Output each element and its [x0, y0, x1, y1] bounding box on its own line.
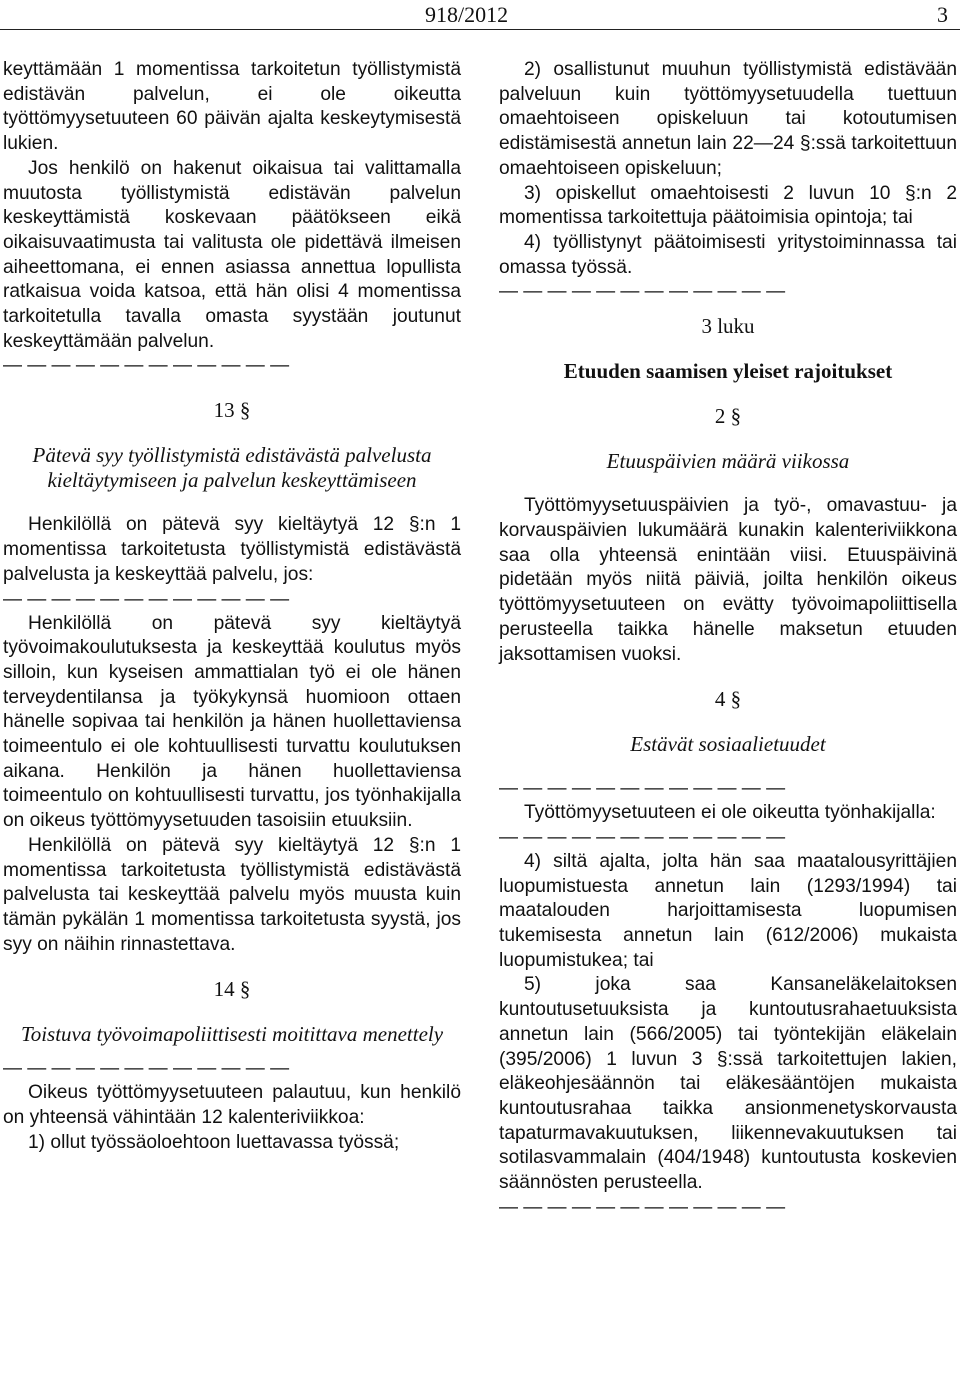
chapter-number: 3 luku — [701, 314, 755, 339]
paragraph: Työttömyysetuuspäivien ja työ-, omavastuu- ja korvauspäivien lukumäärä kunakin kalenteriviikkona saa olla yhteensä enintään viisi. Etuuspäivinä pidetään myös niitä päiviä, joilta henkilön oikeus työttömyysetuuteen on evätty työvoimapoliittisella perusteella taikka hänelle maksetun etuuden jaksottamisen vuoksi. — [499, 495, 957, 665]
section-number: 13 § — [213, 398, 251, 423]
omission-dashes: — — — — — — — — — — — — — [3, 355, 290, 377]
paragraph: Jos henkilö on hakenut oikaisua tai valittamalla muutosta työllistymistä edistävän palvelun keskeyttämistä koskevaan päätökseen eikä oikaisuvaatimusta tai valitusta ole pidettävä ilmeisen aiheettomana, ei ennen asiassa annettua lopullista ratkaisua voida katsoa, että hän olisi 4 momentissa tarkoitetulla tavalla omasta syystään joutunut keskeyttämään palvelun. — [3, 157, 461, 352]
page-number: 3 — [937, 2, 948, 27]
section-number: 2 § — [714, 404, 742, 429]
document-number: 918/2012 — [425, 2, 509, 27]
section-title: Etuuspäivien määrä viikossa — [606, 449, 850, 474]
paragraph: keyttämään 1 momentissa tarkoitetun työllistymistä edistävän palvelun, ei ole oikeutta työttömyysetuuteen 60 päivän ajalta keskeytymisestä lukien. — [3, 59, 461, 155]
omission-dashes: — — — — — — — — — — — — — [499, 826, 786, 848]
section-title: Toistuva työvoimapoliittisesti moitittava menettely — [20, 1022, 444, 1047]
chapter-title: Etuuden saamisen yleiset rajoitukset — [563, 359, 893, 384]
section-title: Estävät sosiaalietuudet — [630, 732, 826, 757]
paragraph: 2) osallistunut muuhun työllistymistä edistävään palveluun kuin työttömyysetuudella tuettuun omaehtoiseen opiskeluun tai kotoutumisen edistämisestä annetun lain 22—24 §:ssä tarkoitettuun omaehtoiseen opiskeluun; — [499, 59, 957, 179]
page-header — [0, 0, 960, 30]
paragraph: Henkilöllä on pätevä syy kieltäytyä 12 §:n 1 momentissa tarkoitetusta työllistymistä edistävästä palvelusta ja keskeyttää palvelu, jos: — [3, 514, 461, 585]
paragraph: Oikeus työttömyysetuuteen palautuu, kun henkilö on yhteensä vähintään 12 kalenteriviikkoa: — [3, 1082, 461, 1129]
omission-dashes: — — — — — — — — — — — — — [3, 1058, 290, 1080]
right-column — [499, 58, 957, 1220]
paragraph: 5) joka saa Kansaneläkelaitoksen kuntoutusetuuksista ja kuntoutusrahaetuuksista annetun lain (566/2005) tai työntekijän eläkelain (395/2006) 1 luvun 3 §:ssä tarkoitettujen lakien, eläkeohjesäännön tai eläkesääntöjen mukaista kuntoutusrahaa taikka ansionmenetyskorvausta tapaturmavakuutuksen, liikennevakuutuksen tai sotilasvammalain (404/1948) kuntoutusta koskevien säännösten perusteella. — [499, 974, 957, 1194]
paragraph: Henkilöllä on pätevä syy kieltäytyä työvoimakoulutuksesta ja keskeyttää koulutus myös silloin, kun kyseisen ammattialan työ ei ole hänen terveydentilansa ja työkykynsä huomioon ottaen hänelle sopivaa tai henkilön ja hänen huollettaviensa toimeentulo ei ole kohtuullisesti turvattu koulutuksen aikana. Henkilön ja hänen huollettaviensa toimeentulo on kohtuullisesti turvattu, jos työnhakijalla on oikeus työttömyysetuuden tasoisiin etuuksiin. — [3, 612, 461, 832]
left-column — [3, 58, 461, 1156]
omission-dashes: — — — — — — — — — — — — — [499, 778, 786, 800]
omission-dashes: — — — — — — — — — — — — — [499, 281, 786, 303]
paragraph: 4) siltä ajalta, jolta hän saa maatalousyrittäjien luopumistuesta annetun lain (1293/1994) tai maatalouden harjoittamisesta luopumisen tukemisesta annetun lain (612/2006) mukaista luopumistukea; tai — [499, 850, 957, 971]
paragraph: 4) työllistynyt päätoimisesti yritystoiminnassa tai omassa työssä. — [499, 231, 957, 278]
paragraph: Työttömyysetuuteen ei ole oikeutta työnhakijalla: — [524, 802, 936, 824]
paragraph: 3) opiskellut omaehtoisesti 2 luvun 10 §:n 2 momentissa tarkoitettuja päätoimisia opintoja; tai — [499, 182, 957, 229]
section-number: 4 § — [714, 687, 742, 712]
paragraph: 1) ollut työssäoloehtoon luettavassa työssä; — [28, 1131, 400, 1153]
section-number: 14 § — [213, 977, 251, 1002]
section-title: Pätevä syy työllistymistä edistävästä palvelusta kieltäytymiseen ja palvelun keskeyttämiseen — [32, 443, 432, 493]
header-rule — [0, 29, 960, 30]
paragraph: Henkilöllä on pätevä syy kieltäytyä 12 §:n 1 momentissa tarkoitetusta työllistymistä edistävästä palvelusta tai keskeyttää palvelu myös muusta kuin tämän pykälän 1 momentissa tarkoitetusta syystä, jos syy on näihin rinnastettava. — [3, 834, 461, 955]
omission-dashes: — — — — — — — — — — — — — [499, 1196, 786, 1218]
omission-dashes: — — — — — — — — — — — — — [3, 588, 290, 610]
